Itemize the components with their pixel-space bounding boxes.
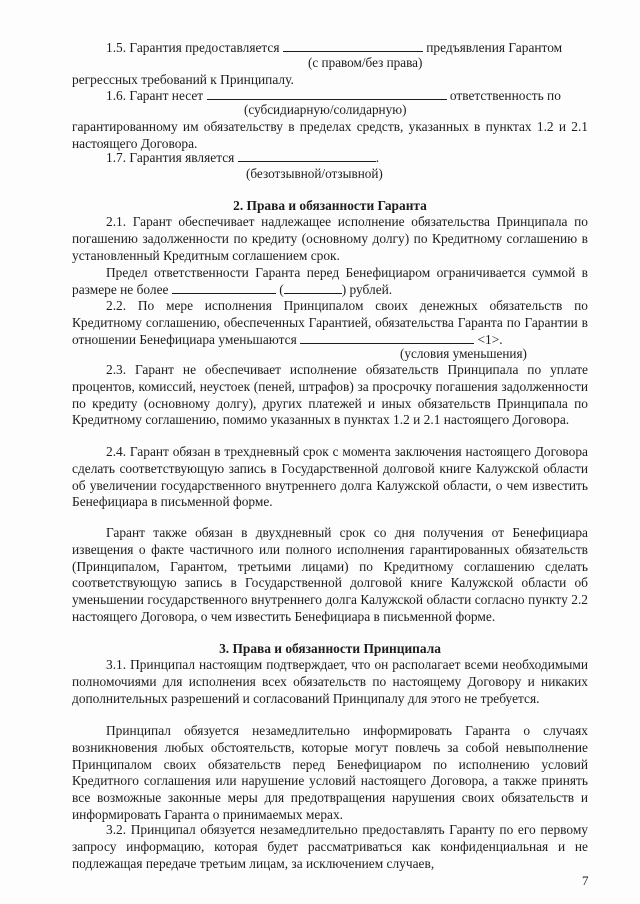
blank-field[interactable] — [283, 40, 423, 52]
blank-field[interactable] — [284, 282, 342, 294]
clause-2-4: 2.4. Гарант обязан в трехдневный срок с момента заключения настоящего Договора сделать соответствующую запись в Государственной долговой книге Калужской области об увеличении государственного внутреннего долга Калужской области, о чем известить Бенефициара в письменной форме. — [72, 444, 588, 510]
clause-1-6-text-end: ответственность по — [449, 88, 561, 103]
clause-1-5-continuation: регрессных требований к Принципалу. — [72, 72, 294, 87]
blank-field[interactable] — [300, 332, 474, 344]
blank-field[interactable] — [207, 88, 447, 100]
liability-limit — [72, 265, 588, 299]
blank-field[interactable] — [172, 282, 276, 294]
liability-limit-paren: ( — [279, 281, 284, 297]
blank-field[interactable] — [238, 150, 376, 162]
clause-1-6-text: 1.6. Гарант несет — [106, 88, 204, 103]
clause-2-4-paragraph-2: Гарант также обязан в двухдневный срок со дня получения от Бенефициара извещения о факте частичного или полного исполнения гарантированных обязательств (Принципалом, Гарантом, третьими лицами) по Кредитному соглашению сделать соответствующую запись в Государственной долговой книге Калужской области об уменьшении государственного внутреннего долга Калужской области согласно пункту 2.2 настоящего Договора, о чем известить Бенефициара в письменной форме. — [72, 525, 588, 624]
clause-1-7-text: 1.7. Гарантия является — [106, 150, 235, 165]
field-caption: (условия уменьшения) — [400, 346, 527, 361]
page-number: 7 — [582, 873, 589, 888]
clause-2-2-text: 2.2. По мере исполнения Принципалом своих денежных обязательств по Кредитному соглашению, обеспеченных Гарантией, обязательства Гаранта по Гарантии в отношении Бенефициара уменьшаются — [72, 298, 588, 347]
clause-1-7 — [72, 150, 588, 167]
clause-3-2: 3.2. Принципал обязуется незамедлительно предоставлять Гаранту по его первому запросу информацию, которая будет рассматриваться как конфиденциальная и не подлежащая передаче третьим лицам, за исключением случаев, — [72, 822, 588, 871]
clause-3-1-paragraph-2: Принципал обязуется незамедлительно информировать Гаранта о случаях возникновения любых обстоятельств, которые могут повлечь за собой невыполнение Принципалом своих обязательств перед Бенефициаром по исполнению условий Кредитного соглашения или нарушение условий настоящего Договора, а также принять все возможные законные меры для предотвращения нарушения своих обязательств и информировать Гаранта о принимаемых мерах. — [72, 723, 588, 822]
field-caption: (безотзывной/отзывной) — [246, 166, 383, 181]
clause-1-6-continuation: гарантированному им обязательству в пределах средств, указанных в пунктах 1.2 и 2.1 настоящего Договора. — [72, 119, 588, 151]
clause-1-5-text-end: предъявления Гарантом — [426, 40, 563, 55]
clause-1-5-text: 1.5. Гарантия предоставляется — [106, 40, 280, 55]
field-caption: (субсидиарную/солидарную) — [244, 102, 407, 117]
liability-limit-text-end: ) рублей. — [341, 281, 393, 297]
clause-2-3: 2.3. Гарант не обеспечивает исполнение обязательств Принципала по уплате процентов, комиссий, неустоек (пеней, штрафов) за просрочку погашения задолженности по кредиту (основному долгу), других платежей и иных обязательств Принципала по Кредитному соглашению, помимо указанных в пунктах 1.2 и 2.1 настоящего Договора. — [72, 362, 588, 428]
clause-2-1: 2.1. Гарант обеспечивает надлежащее исполнение обязательства Принципала по погашению задолженности по кредиту (основному долгу) по Кредитному соглашению в установленный Кредитным соглашением срок. — [72, 214, 588, 263]
section-heading: 3. Права и обязанности Принципала — [219, 641, 441, 656]
clause-2-2 — [72, 298, 588, 348]
footnote-ref: <1>. — [477, 331, 503, 347]
liability-limit-text: Предел ответственности Гаранта перед Бенефициаром ограничивается суммой в размере не более — [72, 265, 588, 297]
section-heading: 2. Права и обязанности Гаранта — [233, 198, 427, 213]
clause-1-7-text-end: . — [375, 150, 380, 165]
field-caption: (с правом/без права) — [308, 55, 423, 70]
clause-3-1: 3.1. Принципал настоящим подтверждает, что он располагает всеми необходимыми полномочиями для исполнения всех обязательств по настоящему Договору и никаких дополнительных разрешений и согласований Принципалу для этого не требуется. — [72, 657, 588, 706]
